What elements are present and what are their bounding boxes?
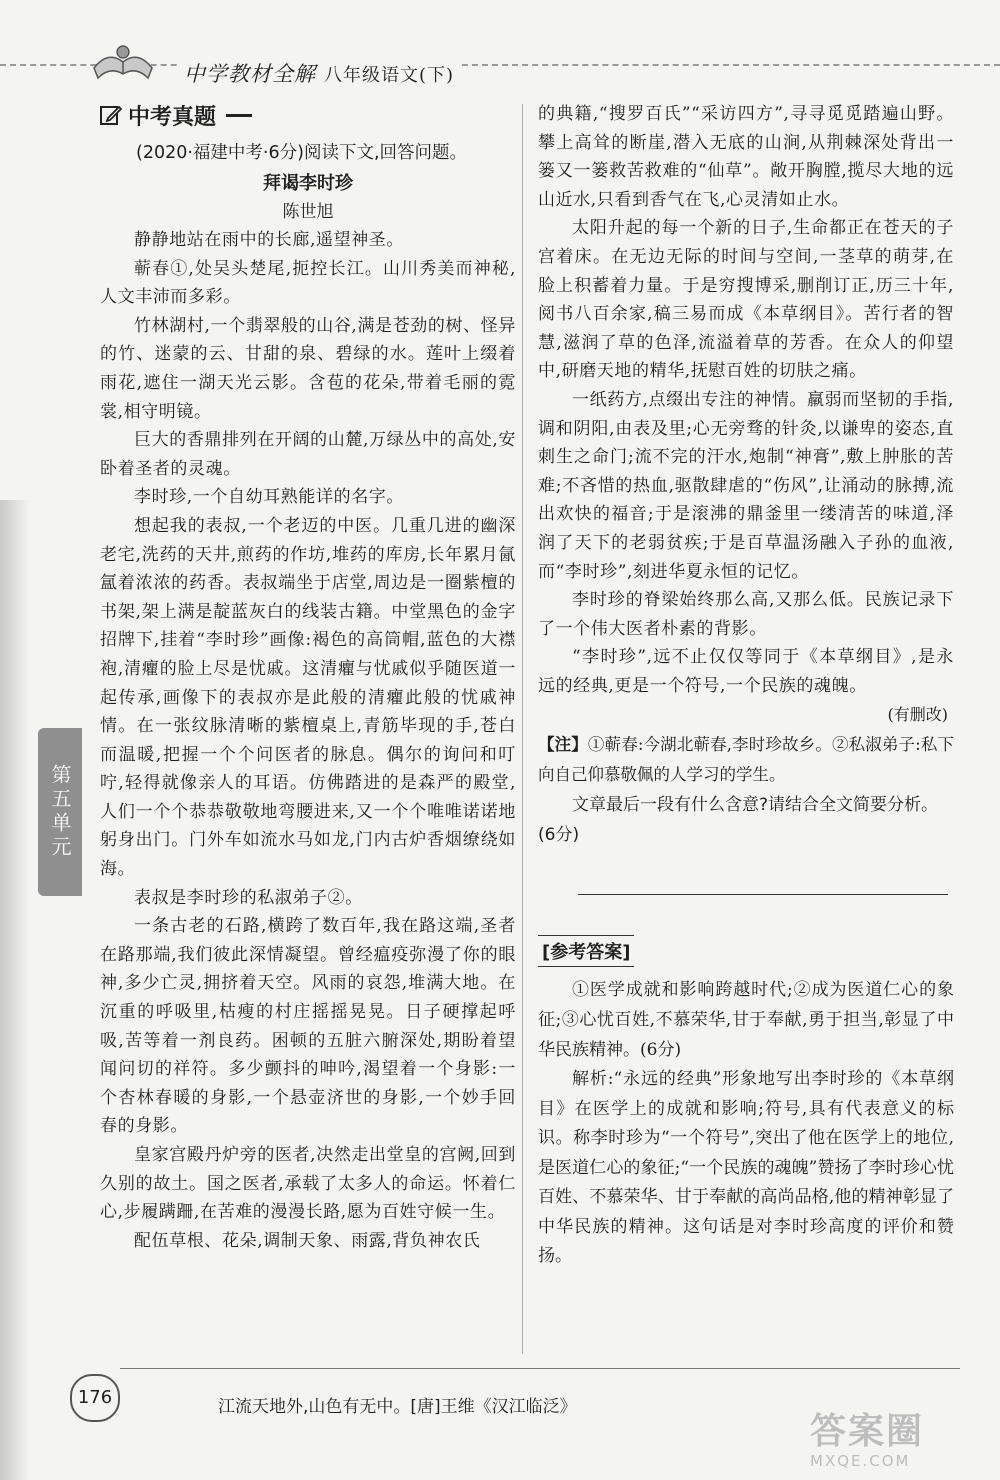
book-title-text: 中学教材全解 xyxy=(184,62,316,86)
page-edge-shadow xyxy=(0,500,30,1480)
heading-dash xyxy=(226,114,252,117)
section-heading xyxy=(100,100,516,130)
article-paragraph: 李时珍,一个自幼耳熟能详的名字。 xyxy=(134,487,405,508)
source-note: (有删改) xyxy=(887,705,948,725)
answer-blank-line xyxy=(578,894,948,895)
article-paragraph: 一纸药方,点缀出专注的神情。羸弱而坚韧的手指,调和阴阳,由表及里;心无旁骛的针灸,以谦卑的姿态,直刺生之命门;流不完的汗水,炮制“神膏”,敷上肿胀的苦难;不吝惜的热血,驱散肆虐的“伤风”,让涌动的脉搏,流出欢快的福音;于是滚沸的鼎釜里一缕清苦的味道,泽润了天下的老弱贫疾;于是百草温汤融入子孙的血液,而“李时珍”,刻进华夏永恒的记忆。 xyxy=(538,389,954,582)
footnote-text: ①蕲春:今湖北蕲春,李时珍故乡。②私淑弟子:私下向自己仰慕敬佩的人学习的学生。 xyxy=(538,735,954,785)
article-title: 拜谒李时珍 xyxy=(263,173,353,194)
exam-question: 文章最后一段有什么含意?请结合全文简要分析。(6分) xyxy=(538,795,939,846)
watermark-domain: MXQE.COM xyxy=(810,1452,911,1470)
article-paragraph: “李时珍”,远不止仅仅等同于《本草纲目》,是永远的经典,更是一个符号,一个民族的魂魄。 xyxy=(538,647,954,696)
book-subtitle: 八年级语文(下) xyxy=(324,65,455,86)
right-column xyxy=(538,100,954,1272)
article-paragraph: 配伍草根、花朵,调制天象、雨露,背负神农氏 xyxy=(134,1230,481,1251)
answer-label: [参考答案] xyxy=(538,935,634,967)
article-paragraph: 静静地站在雨中的长廊,遥望神圣。 xyxy=(134,230,405,250)
article-paragraph: 表叔是李时珍的私淑弟子②。 xyxy=(134,887,363,908)
answer-analysis: 解析:“永远的经典”形象地写出李时珍的《本草纲目》在医学上的成就和影响;符号,具有代表意义的标识。称李时珍为“一个符号”,突出了他在医学上的地位,是医道仁心的象征;“一个民族的魂魄”赞扬了李时珍心忧百姓、不慕荣华、甘于奉献的高尚品格,他的精神彰显了中华民族的精神。这句话是对李时珍高度的评价和赞扬。 xyxy=(538,1069,954,1267)
article-paragraph: 的典籍,“搜罗百氏”“采访四方”,寻寻觅觅踏遍山野。攀上高耸的断崖,潜入无底的山涧,从荆棘深处背出一篓又一篓救苦救难的“仙草”。敞开胸膛,揽尽大地的远山近水,只看到香气在飞,心灵清如止水。 xyxy=(538,104,954,210)
article-paragraph: 竹林湖村,一个翡翠般的山谷,满是苍劲的树、怪异的竹、迷蒙的云、甘甜的泉、碧绿的水。莲叶上缀着雨花,遮住一湖天光云影。含苞的花朵,带着毛丽的霓裳,相守明镜。 xyxy=(100,315,516,422)
watermark xyxy=(810,1412,980,1468)
answer-text: ①医学成就和影响跨越时代;②成为医道仁心的象征;③心忧百姓,不慕荣华,甘于奉献,勇于担当,彰显了中华民族精神。(6分) xyxy=(538,980,954,1061)
page-number: 176 xyxy=(70,1374,120,1422)
watermark-main: 答案圈 xyxy=(810,1411,925,1452)
article-author: 陈世旭 xyxy=(282,202,334,222)
article-paragraph: 皇家宫殿丹炉旁的医者,决然走出堂皇的宫阙,回到久别的故土。国之医者,承载了太多人的命运。怀着仁心,步履蹒跚,在苦难的漫漫长路,愿为百姓守候一生。 xyxy=(100,1145,516,1223)
article-paragraph: 太阳升起的每一个新的日子,生命都正在苍天的子宫着床。在无边无际的时间与空间,一茎草的萌芽,在脸上积蓄着力量。于是穷搜博采,删削订正,历三十年,阅书八百余家,稿三易而成《本草纲目》。苦行者的智慧,滋润了草的色泽,流溢着草的芳香。在众人的仰望中,研磨天地的精华,抚慰百姓的切肤之痛。 xyxy=(538,218,954,382)
footnotes xyxy=(538,730,954,790)
book-logo-icon xyxy=(88,38,158,88)
footer-quote: 江流天地外,山色有无中。[唐]王维《汉江临泛》 xyxy=(218,1397,577,1417)
article-paragraph: 蕲春①,处吴头楚尾,扼控长江。山川秀美而神秘,人文丰沛而多彩。 xyxy=(100,258,516,308)
article-paragraph: 李时珍的脊梁始终那么高,又那么低。民族记录下了一个伟大医者朴素的背影。 xyxy=(538,590,954,639)
column-divider xyxy=(522,104,523,1354)
article-paragraph: 想起我的表叔,一个老迈的中医。几重几进的幽深老宅,洗药的天井,煎药的作坊,堆药的库房,长年累月氤氲着浓浓的药香。表叔端坐于店堂,周边是一圈紫檀的书架,架上满是靛蓝灰白的线装古籍。中堂黑色的金字招牌下,挂着“李时珍”画像:褐色的高筒帽,蓝色的大襟袍,清癯的脸上尽是忧戚。这清癯与忧戚似乎随医道一起传承,画像下的表叔亦是此般的清癯此般的忧戚神情。在一张纹脉清晰的紫檀桌上,青筋毕现的手,苍白而温暖,把握一个个问医者的脉息。偶尔的询问和叮咛,轻得就像亲人的耳语。仿佛踏进的是森严的殿堂,人们一个个恭恭敬敬地弯腰进来,又一个个唯唯诺诺地躬身出门。门外车如流水马如龙,门内古炉香烟缭绕如海。 xyxy=(100,515,516,880)
section-heading-text: 中考真题 xyxy=(128,104,217,130)
left-column xyxy=(100,100,516,1255)
footer-rule xyxy=(120,1368,960,1369)
page-header xyxy=(0,38,1000,98)
page-footer xyxy=(0,1360,1000,1470)
unit-side-tab: 第五单元 xyxy=(38,728,82,896)
article-paragraph: 巨大的香鼎排列在开阔的山麓,万绿丛中的高处,安卧着圣者的灵魂。 xyxy=(100,430,516,479)
exam-intro: (2020·福建中考·6分)阅读下文,回答问题。 xyxy=(136,143,468,163)
pencil-icon xyxy=(100,104,122,126)
book-title xyxy=(178,58,460,88)
article-paragraph: 一条古老的石路,横跨了数百年,我在路这端,圣者在路那端,我们彼此深情凝望。曾经瘟疫弥漫了你的眼神,多少亡灵,拥挤着天空。风雨的哀怨,堆满大地。在沉重的呼吸里,枯瘦的村庄摇摇晃晃。日子硬撑起呼吸,苦等着一剂良药。困顿的五脏六腑深处,期盼着望闻问切的祥符。多少颤抖的呻吟,渴望着一个身影:一个杏林春暖的身影,一个悬壶济世的身影,一个妙手回春的身影。 xyxy=(100,916,516,1137)
footnote-tag: 【注】 xyxy=(538,735,588,755)
